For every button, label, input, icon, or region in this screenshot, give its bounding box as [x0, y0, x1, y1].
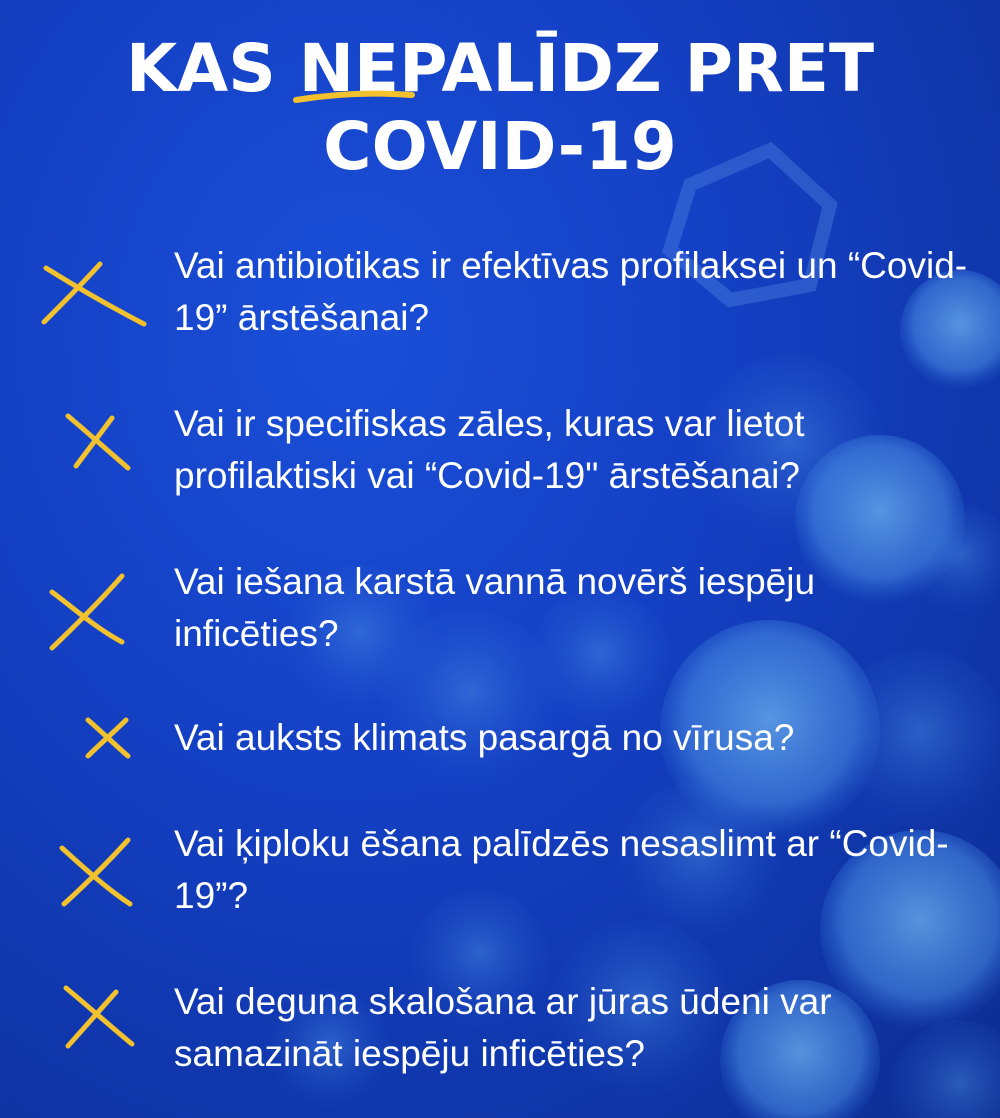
question-text: Vai antibiotikas ir efektīvas profilaksei un “Covid-19” ārstēšanai? [174, 245, 968, 338]
question-text: Vai deguna skalošana ar jūras ūdeni var samazināt iespēju inficēties? [174, 981, 832, 1074]
cross-mark-icon [62, 410, 134, 472]
question-text: Vai ķiploku ēšana palīdzēs nesaslimt ar “Covid-19”? [174, 823, 949, 916]
title-line-1-post: PALĪDZ PRET [399, 30, 874, 107]
question-text: Vai iešana karstā vannā novērš iespēju inficēties? [174, 561, 816, 654]
cross-mark-icon [60, 982, 136, 1052]
cross-mark-icon [84, 716, 132, 760]
cross-mark-icon [46, 570, 130, 654]
title-line-1-pre: KAS [126, 30, 299, 107]
question-text: Vai auksts klimats pasargā no vīrusa? [174, 717, 795, 758]
title-highlight-word: NE [298, 30, 400, 107]
cross-mark-icon [38, 258, 150, 330]
cross-mark-icon [56, 834, 136, 910]
question-text: Vai ir specifiskas zāles, kuras var lietot profilaktiski vai “Covid-19" ārstēšanai? [174, 403, 805, 496]
title-line-2: COVID-19 [323, 108, 677, 185]
